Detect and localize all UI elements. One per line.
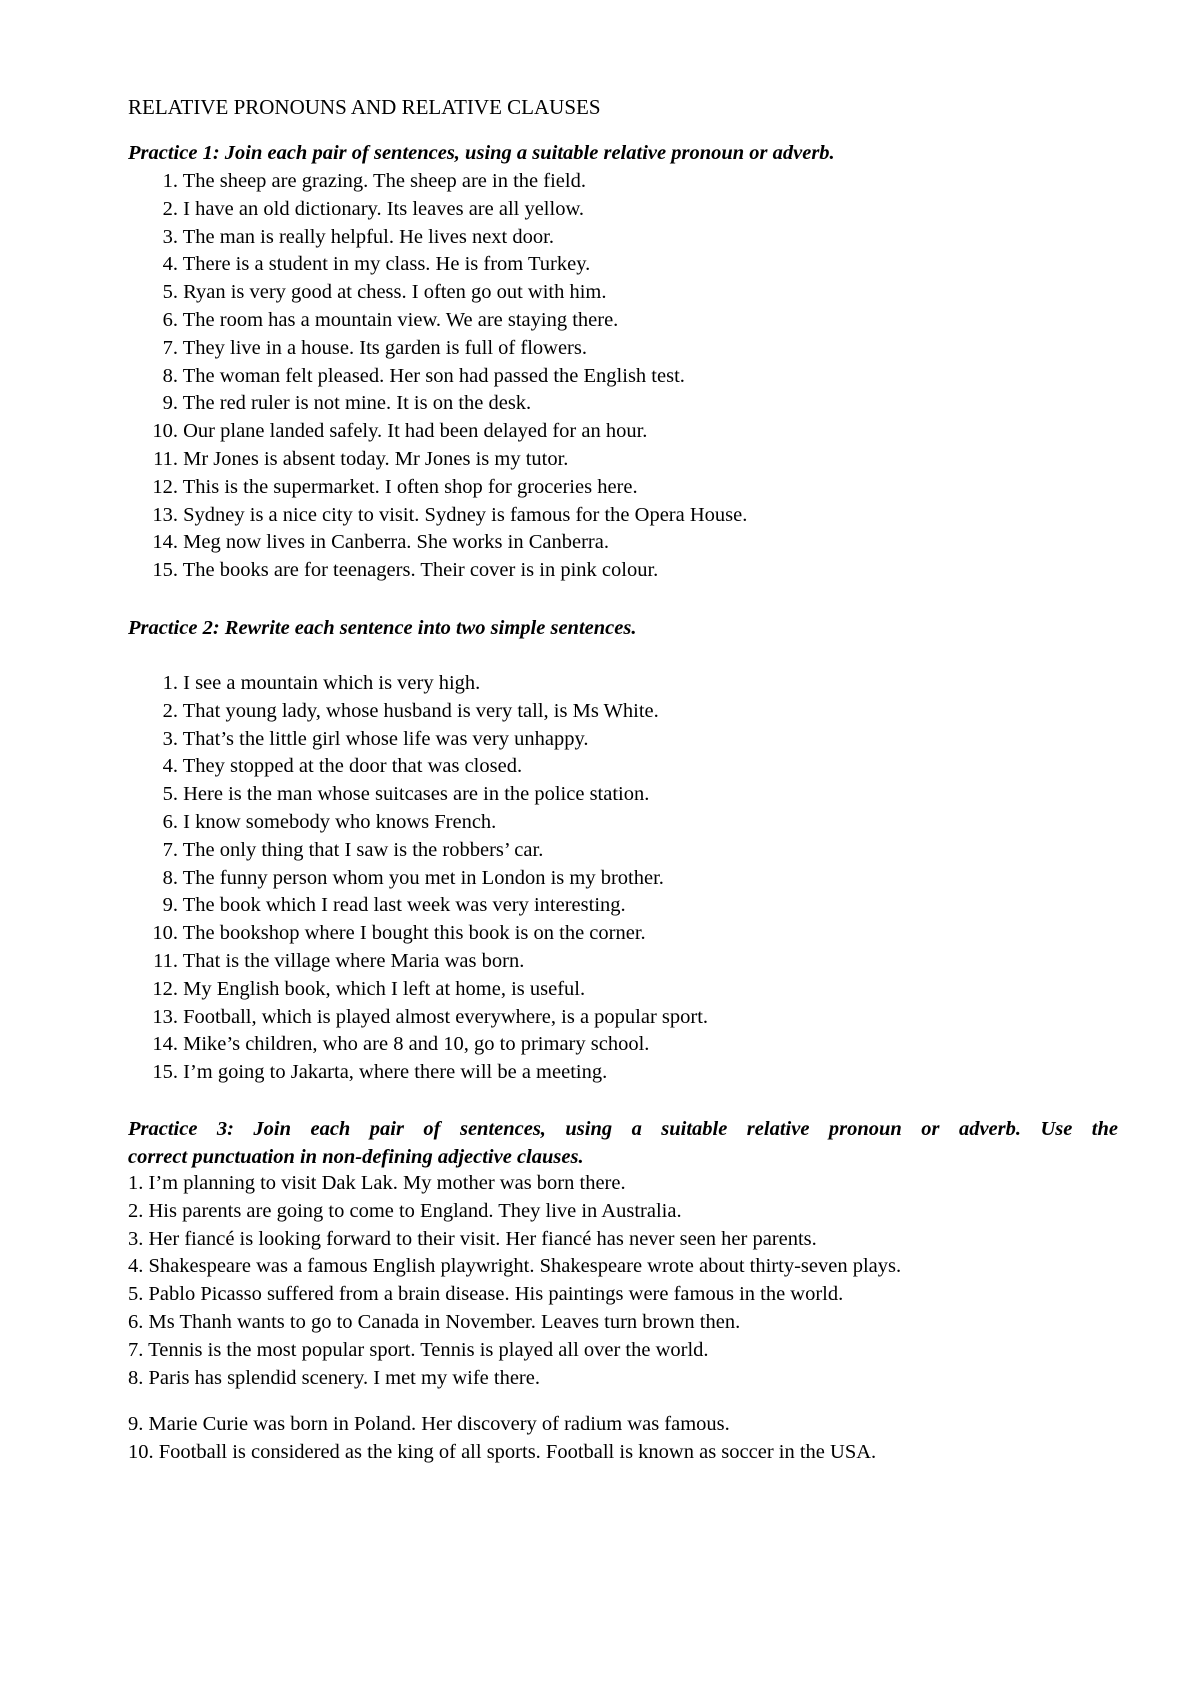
practice-2-heading: Practice 2: Rewrite each sentence into two simple sentences. <box>128 617 637 639</box>
item-text: The only thing that I saw is the robbers’ car. <box>182 838 544 861</box>
item-text: I see a mountain which is very high. <box>183 672 481 694</box>
item-number: 9. <box>128 1413 144 1435</box>
item-text: Marie Curie was born in Poland. Her discovery of radium was famous. <box>148 1413 730 1435</box>
item-number: 3. <box>128 1227 144 1250</box>
practice-3-list-continued <box>128 1411 876 1467</box>
list-item <box>128 335 747 363</box>
practice-3-heading-line-1: Practice 3: Join each pair of sentences, using a suitable relative pronoun or adverb. Use the <box>128 1118 1118 1140</box>
item-text: The red ruler is not mine. It is on the desk. <box>182 392 532 415</box>
item-text: Tennis is the most popular sport. Tennis is played all over the world. <box>148 1338 709 1361</box>
item-number: 15. <box>152 1061 178 1084</box>
item-text: I have an old dictionary. Its leaves are all yellow. <box>183 197 585 220</box>
item-number: 10. <box>128 1440 154 1463</box>
list-item <box>128 307 747 335</box>
item-number: 10. <box>152 420 178 443</box>
list-item <box>128 502 747 530</box>
item-text: Ms Thanh wants to go to Canada in November. Leaves turn brown then. <box>148 1310 741 1333</box>
item-text: Sydney is a nice city to visit. Sydney is famous for the Opera House. <box>183 503 748 526</box>
item-text: Football, which is played almost everywhere, is a popular sport. <box>183 1005 709 1028</box>
list-item <box>128 390 747 418</box>
list-item <box>128 1170 901 1198</box>
item-number: 10. <box>152 922 178 945</box>
item-number: 6. <box>128 1310 144 1333</box>
item-text: Mr Jones is absent today. Mr Jones is my tutor. <box>183 447 569 470</box>
item-text: That young lady, whose husband is very tall, is Ms White. <box>182 699 659 722</box>
item-number: 4. <box>162 253 178 276</box>
item-text: Shakespeare was a famous English playwright. Shakespeare wrote about thirty-seven plays. <box>148 1255 902 1278</box>
item-text: This is the supermarket. I often shop for groceries here. <box>182 475 638 498</box>
item-text: Pablo Picasso suffered from a brain disease. His paintings were famous in the world. <box>148 1283 844 1306</box>
list-item <box>128 1004 708 1032</box>
list-item <box>128 1439 876 1467</box>
item-number: 8. <box>162 866 178 889</box>
item-number: 8. <box>128 1366 144 1389</box>
item-number: 13. <box>152 1005 178 1028</box>
list-item <box>128 837 708 865</box>
list-item <box>128 196 747 224</box>
item-text: There is a student in my class. He is from Turkey. <box>182 253 591 276</box>
item-number: 5. <box>162 281 178 304</box>
practice-3-heading-line-2: correct punctuation in non-defining adjective clauses. <box>128 1146 584 1168</box>
practice-3-heading <box>128 1115 1118 1171</box>
practice-1-heading: Practice 1: Join each pair of sentences, using a suitable relative pronoun or adverb. <box>128 142 835 164</box>
list-item <box>128 809 708 837</box>
item-text: His parents are going to come to England. They live in Australia. <box>148 1199 682 1222</box>
item-number: 14. <box>152 1033 178 1056</box>
list-item <box>128 446 747 474</box>
item-number: 3. <box>162 225 178 248</box>
list-item <box>128 753 708 781</box>
item-text: My English book, which I left at home, is useful. <box>183 977 586 1000</box>
item-number: 11. <box>153 949 178 972</box>
item-number: 3. <box>162 727 178 750</box>
item-number: 8. <box>162 364 178 387</box>
item-text: Paris has splendid scenery. I met my wife there. <box>148 1366 540 1389</box>
item-number: 7. <box>162 336 178 359</box>
practice-2-list <box>128 670 708 1087</box>
item-text: They live in a house. Its garden is full of flowers. <box>182 336 587 359</box>
list-item <box>128 1365 901 1393</box>
item-number: 7. <box>162 838 178 861</box>
list-item <box>128 418 747 446</box>
item-text: I’m planning to visit Dak Lak. My mother was born there. <box>148 1172 626 1194</box>
item-text: The sheep are grazing. The sheep are in the field. <box>182 170 586 192</box>
practice-3-list <box>128 1170 901 1392</box>
list-item <box>128 976 708 1004</box>
item-number: 2. <box>162 197 178 220</box>
document-title: RELATIVE PRONOUNS AND RELATIVE CLAUSES <box>128 95 601 119</box>
item-number: 11. <box>153 447 178 470</box>
item-number: 9. <box>162 894 178 917</box>
item-number: 1. <box>162 672 178 694</box>
list-item <box>128 557 747 585</box>
list-item <box>128 670 708 698</box>
item-number: 13. <box>152 503 178 526</box>
list-item <box>128 529 747 557</box>
item-text: Ryan is very good at chess. I often go out with him. <box>183 281 607 304</box>
list-item <box>128 726 708 754</box>
item-text: I know somebody who knows French. <box>183 810 497 833</box>
list-item <box>128 865 708 893</box>
list-item <box>128 948 708 976</box>
item-number: 12. <box>152 977 178 1000</box>
list-item <box>128 1411 876 1439</box>
item-number: 14. <box>152 531 178 554</box>
list-item <box>128 1281 901 1309</box>
item-text: That’s the little girl whose life was very unhappy. <box>182 727 589 750</box>
item-number: 4. <box>128 1255 144 1278</box>
list-item <box>128 363 747 391</box>
item-number: 6. <box>162 308 178 331</box>
item-text: The bookshop where I bought this book is on the corner. <box>182 922 646 945</box>
item-number: 4. <box>162 755 178 778</box>
item-text: The funny person whom you met in London is my brother. <box>182 866 664 889</box>
item-text: The books are for teenagers. Their cover is in pink colour. <box>182 559 659 582</box>
practice-1-list <box>128 168 747 585</box>
list-item <box>128 1337 901 1365</box>
item-text: Our plane landed safely. It had been delayed for an hour. <box>183 420 648 443</box>
item-text: The room has a mountain view. We are staying there. <box>182 308 619 331</box>
item-number: 1. <box>162 170 178 192</box>
item-number: 15. <box>152 559 178 582</box>
list-item <box>128 1031 708 1059</box>
item-text: Here is the man whose suitcases are in the police station. <box>183 783 650 806</box>
list-item <box>128 168 747 196</box>
item-number: 7. <box>128 1338 144 1361</box>
item-text: They stopped at the door that was closed. <box>182 755 523 778</box>
list-item <box>128 698 708 726</box>
list-item <box>128 474 747 502</box>
item-text: Football is considered as the king of all sports. Football is known as soccer in the USA. <box>158 1440 877 1463</box>
list-item <box>128 892 708 920</box>
list-item <box>128 1226 901 1254</box>
item-number: 5. <box>128 1283 144 1306</box>
list-item <box>128 251 747 279</box>
item-text: Meg now lives in Canberra. She works in Canberra. <box>183 531 609 554</box>
item-text: That is the village where Maria was born. <box>182 949 525 972</box>
item-text: Her fiancé is looking forward to their visit. Her fiancé has never seen her parents. <box>148 1227 817 1250</box>
item-text: The woman felt pleased. Her son had passed the English test. <box>182 364 685 387</box>
list-item <box>128 279 747 307</box>
list-item <box>128 1309 901 1337</box>
item-text: I’m going to Jakarta, where there will be a meeting. <box>183 1061 608 1084</box>
item-text: The book which I read last week was very interesting. <box>182 894 626 917</box>
list-item <box>128 781 708 809</box>
item-number: 2. <box>128 1199 144 1222</box>
list-item <box>128 224 747 252</box>
item-text: The man is really helpful. He lives next door. <box>182 225 554 248</box>
item-number: 9. <box>162 392 178 415</box>
list-item <box>128 1059 708 1087</box>
item-number: 1. <box>128 1172 144 1194</box>
item-number: 5. <box>162 783 178 806</box>
list-item <box>128 920 708 948</box>
item-number: 6. <box>162 810 178 833</box>
list-item <box>128 1198 901 1226</box>
item-number: 2. <box>162 699 178 722</box>
item-number: 12. <box>152 475 178 498</box>
list-item <box>128 1253 901 1281</box>
item-text: Mike’s children, who are 8 and 10, go to primary school. <box>183 1033 650 1056</box>
